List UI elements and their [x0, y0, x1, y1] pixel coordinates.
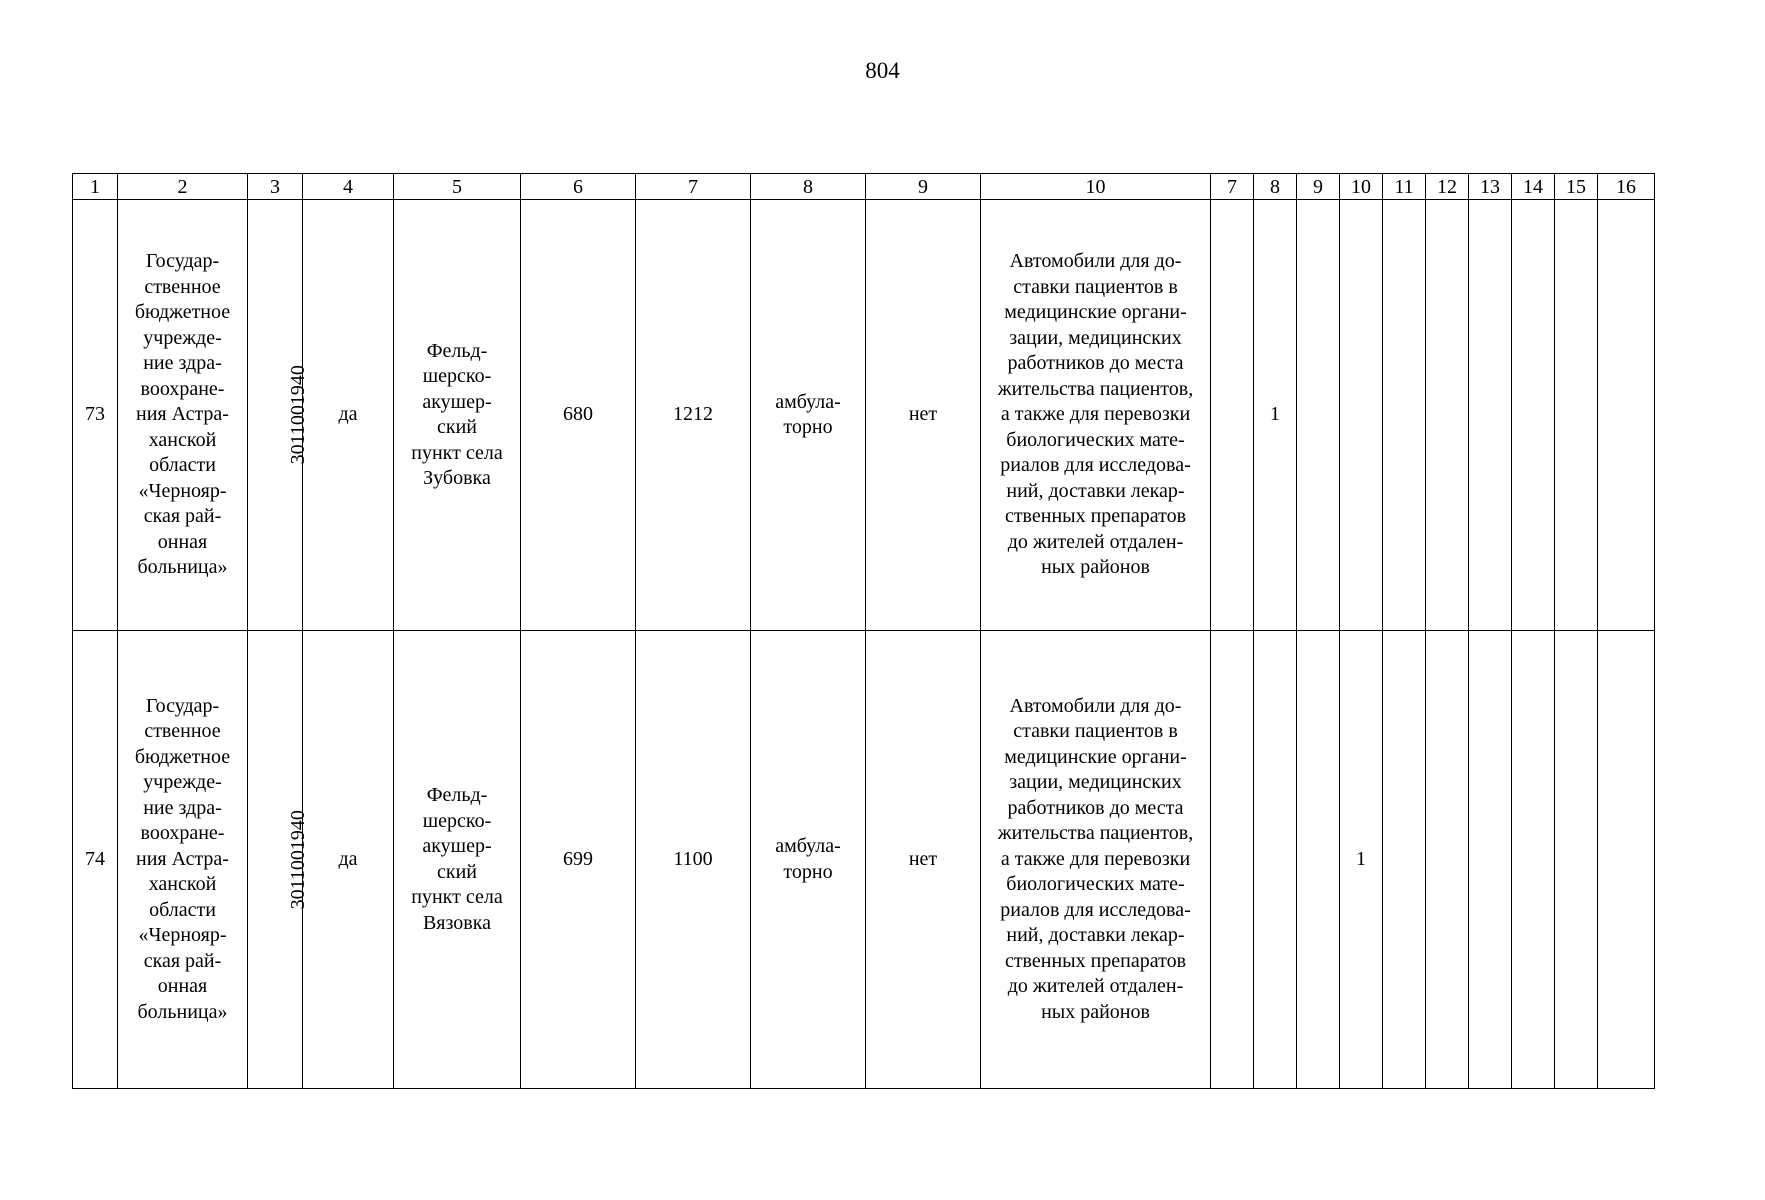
count-cell [1297, 631, 1340, 1089]
column-header: 8 [751, 174, 866, 200]
column-header: 16 [1598, 174, 1655, 200]
column-header: 12 [1426, 174, 1469, 200]
count-cell: 1 [1340, 631, 1383, 1089]
row-number-cell: 73 [73, 200, 118, 631]
column-header: 7 [636, 174, 751, 200]
code-cell [248, 631, 309, 1089]
table-row [73, 200, 1655, 631]
column-header: 5 [394, 174, 521, 200]
cell-6: 699 [521, 631, 636, 1089]
count-cell [1383, 631, 1426, 1089]
column-header: 10 [981, 174, 1211, 200]
row-number-cell: 74 [73, 631, 118, 1089]
count-cell [1555, 200, 1598, 631]
column-header: 9 [866, 174, 981, 200]
column-header: 9 [1297, 174, 1340, 200]
column-header: 7 [1211, 174, 1254, 200]
cell-4: да [303, 631, 394, 1089]
count-cell [1254, 631, 1297, 1089]
count-cell [1598, 200, 1655, 631]
count-cell [1211, 200, 1254, 631]
facility-cell: Фельд- шерско- акушер- ский пункт села Вязовка [394, 631, 521, 1089]
column-header: 3 [248, 174, 303, 200]
cell-7: 1212 [636, 200, 751, 631]
count-cell [1340, 200, 1383, 631]
description-cell: Автомобили для до- ставки пациентов в медицинские органи- зации, медицинских работников до места жительства пациентов, а также для перевозки биологических мате- риалов для исследова- ний, доставки лекар- ственных препаратов до жителей отдален- ных районов [981, 200, 1211, 631]
count-cell [1297, 200, 1340, 631]
column-header: 11 [1383, 174, 1426, 200]
count-cell [1426, 200, 1469, 631]
cell-6: 680 [521, 200, 636, 631]
cell-8: амбула- торно [751, 200, 866, 631]
column-header: 10 [1340, 174, 1383, 200]
column-header: 8 [1254, 174, 1297, 200]
count-cell [1211, 631, 1254, 1089]
count-cell [1512, 631, 1555, 1089]
header-row [73, 174, 1655, 200]
cell-8: амбула- торно [751, 631, 866, 1089]
cell-4: да [303, 200, 394, 631]
count-cell [1555, 631, 1598, 1089]
column-header: 4 [303, 174, 394, 200]
cell-9: нет [866, 631, 981, 1089]
facility-cell: Фельд- шерско- акушер- ский пункт села Зубовка [394, 200, 521, 631]
column-header: 13 [1469, 174, 1512, 200]
organization-cell: Государ- ственное бюджетное учрежде- ние здра- воохране- ния Астра- ханской области «Чернояр- ская рай- онная больница» [118, 631, 248, 1089]
vertical-code-text: 3011001940 [286, 809, 309, 910]
count-cell [1469, 631, 1512, 1089]
cell-9: нет [866, 200, 981, 631]
organization-cell: Государ- ственное бюджетное учрежде- ние здра- воохране- ния Астра- ханской области «Чернояр- ская рай- онная больница» [118, 200, 248, 631]
data-table [72, 173, 1655, 1089]
column-header: 2 [118, 174, 248, 200]
count-cell [1512, 200, 1555, 631]
description-cell: Автомобили для до- ставки пациентов в медицинские органи- зации, медицинских работников до места жительства пациентов, а также для перевозки биологических мате- риалов для исследова- ний, доставки лекар- ственных препаратов до жителей отдален- ных районов [981, 631, 1211, 1089]
vertical-code-text: 3011001940 [286, 365, 309, 465]
column-header: 15 [1555, 174, 1598, 200]
column-header: 14 [1512, 174, 1555, 200]
page-number: 804 [865, 58, 900, 83]
column-header: 6 [521, 174, 636, 200]
table-row [73, 631, 1655, 1089]
count-cell [1598, 631, 1655, 1089]
count-cell: 1 [1254, 200, 1297, 631]
count-cell [1469, 200, 1512, 631]
column-header: 1 [73, 174, 118, 200]
cell-7: 1100 [636, 631, 751, 1089]
code-cell [248, 200, 309, 631]
count-cell [1383, 200, 1426, 631]
count-cell [1426, 631, 1469, 1089]
